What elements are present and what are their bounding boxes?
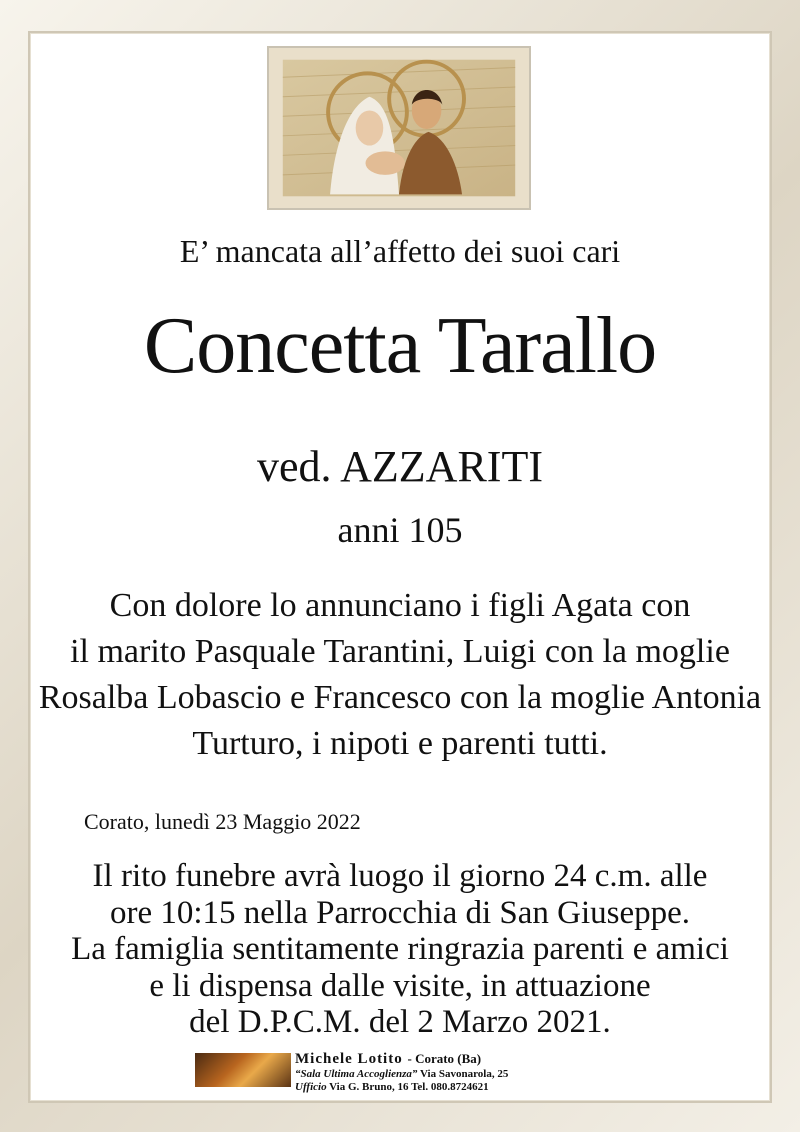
holy-family-image [267, 46, 531, 210]
funeral-line: La famiglia sentitamente ringrazia parenti e amici [71, 931, 729, 967]
funeral-line: del D.P.C.M. del 2 Marzo 2021. [189, 1004, 611, 1040]
hall-address: Via Savonarola, 25 [420, 1068, 509, 1080]
funeral-line: Il rito funebre avrà luogo il giorno 24 c.m. alle [92, 858, 708, 894]
announcement-line: Turturo, i nipoti e parenti tutti. [192, 725, 608, 762]
announcement-line: Rosalba Lobascio e Francesco con la moglie Antonia [38, 679, 762, 716]
age: anni 105 [337, 510, 463, 550]
announcement-line: il marito Pasquale Tarantini, Luigi con la moglie [70, 633, 730, 670]
widow-of: ved. AZZARITI [257, 442, 543, 491]
office-label: Ufficio [295, 1081, 327, 1093]
funeral-home-logo [195, 1053, 291, 1087]
office-address: Via G. Bruno, 16 [329, 1081, 409, 1093]
funeral-line: ore 10:15 nella Parrocchia di San Giuseppe. [109, 895, 691, 931]
phone: Tel. 080.8724621 [411, 1081, 489, 1093]
intro-text: E’ mancata all’affetto dei suoi cari [179, 233, 621, 269]
announcement-line: Con dolore lo annunciano i figli Agata con [109, 587, 691, 624]
funeral-line: e li dispensa dalle visite, in attuazione [149, 968, 651, 1004]
funeral-home-footer [195, 1051, 615, 1091]
place-date: Corato, lunedì 23 Maggio 2022 [84, 809, 361, 834]
deceased-name: Concetta Tarallo [143, 302, 657, 390]
funeral-home-name: Michele Lotito [295, 1051, 403, 1067]
notice-card [30, 33, 770, 1101]
funeral-home-location: - Corato (Ba) [407, 1051, 482, 1066]
funeral-home-info [295, 1051, 625, 1094]
hall-label: “Sala Ultima Accoglienza” [295, 1068, 418, 1080]
